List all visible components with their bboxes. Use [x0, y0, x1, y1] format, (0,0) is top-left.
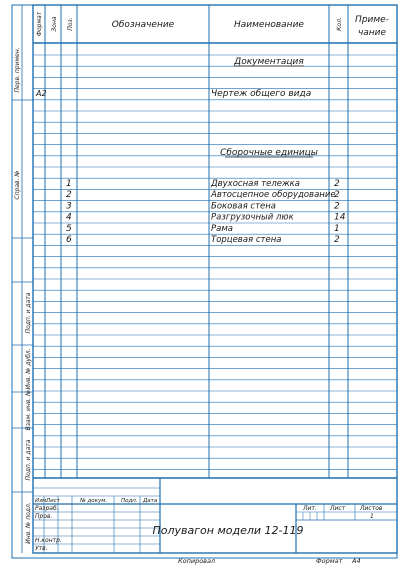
item-name: Двухосная тележка — [211, 179, 301, 189]
header-pos: Поз. — [67, 17, 74, 31]
margin-sign-date-1: Подп. и дата — [25, 292, 32, 334]
table-body — [35, 57, 346, 245]
item-qty: 2 — [334, 235, 340, 245]
item-name: Боковая стена — [211, 201, 277, 212]
doc-row-format: А2 — [36, 89, 47, 98]
footer-format-value: А4 — [352, 557, 361, 565]
tb-col-doc-no: № докум. — [80, 498, 108, 504]
item-pos: 1 — [66, 179, 72, 189]
margin-first-use: Перв. примен. — [14, 47, 21, 93]
tb-norm-control: Н.контр. — [35, 537, 62, 544]
item-pos: 3 — [66, 201, 72, 212]
item-pos: 4 — [66, 212, 72, 223]
doc-row-name: Чертеж общего вида — [211, 89, 312, 99]
tb-sheets: Листов — [360, 505, 383, 512]
item-pos: 2 — [66, 190, 72, 201]
tb-sheet: Лист — [330, 505, 346, 512]
tb-col-change: Изм. — [35, 498, 48, 504]
item-pos: 5 — [66, 223, 72, 234]
header-name: Наименование — [234, 20, 304, 30]
section-documentation: Документация — [234, 57, 304, 67]
tb-approved: Утв. — [35, 545, 48, 552]
margin-sign-date-2: Подп. и дата — [25, 439, 32, 481]
margin-orig-inv: Инв. № подл. — [25, 502, 32, 544]
tb-col-date: Дата — [143, 498, 158, 504]
item-qty: 2 — [334, 201, 340, 212]
margin-replace-inv: Взам. инв. № — [25, 389, 32, 431]
tb-col-sheet: Лист — [46, 498, 60, 504]
header-note-line2: чание — [357, 28, 387, 38]
footer-format-label: Формат — [316, 557, 343, 565]
table-header — [36, 11, 389, 38]
tb-sheets-value: 1 — [370, 513, 374, 520]
tb-lit: Лит. — [303, 505, 317, 512]
item-name: Автосцепное оборудование — [211, 190, 336, 201]
item-pos: 6 — [66, 235, 72, 245]
header-zone: Зона — [51, 16, 58, 32]
margin-reference: Справ. № — [14, 170, 21, 200]
header-note-line1: Приме- — [355, 15, 389, 25]
item-name: Рама — [211, 223, 233, 234]
frame-lines — [12, 5, 397, 558]
left-margin — [14, 47, 32, 543]
header-format: Формат — [36, 11, 43, 37]
margin-dup-inv: Инв. № дубл. — [25, 348, 32, 390]
item-qty: 2 — [334, 179, 340, 189]
tb-title: Полувагон модели 12-119 — [152, 524, 304, 537]
item-name: Разгрузочный люк — [211, 212, 294, 223]
tb-checked: Пров. — [35, 513, 53, 520]
tb-col-sign: Подп. — [121, 498, 138, 504]
tb-developed: Разраб. — [35, 505, 59, 512]
item-qty: 1 — [334, 223, 340, 234]
section-assemblies: Сборочные единицы — [220, 148, 318, 158]
header-qty: Кол. — [336, 17, 343, 31]
footer-copied: Копировал — [178, 557, 216, 565]
item-name: Торцевая стена — [211, 235, 282, 245]
item-qty: 14 — [334, 212, 346, 223]
header-designation: Обозначение — [111, 20, 175, 30]
item-qty: 2 — [334, 190, 340, 201]
